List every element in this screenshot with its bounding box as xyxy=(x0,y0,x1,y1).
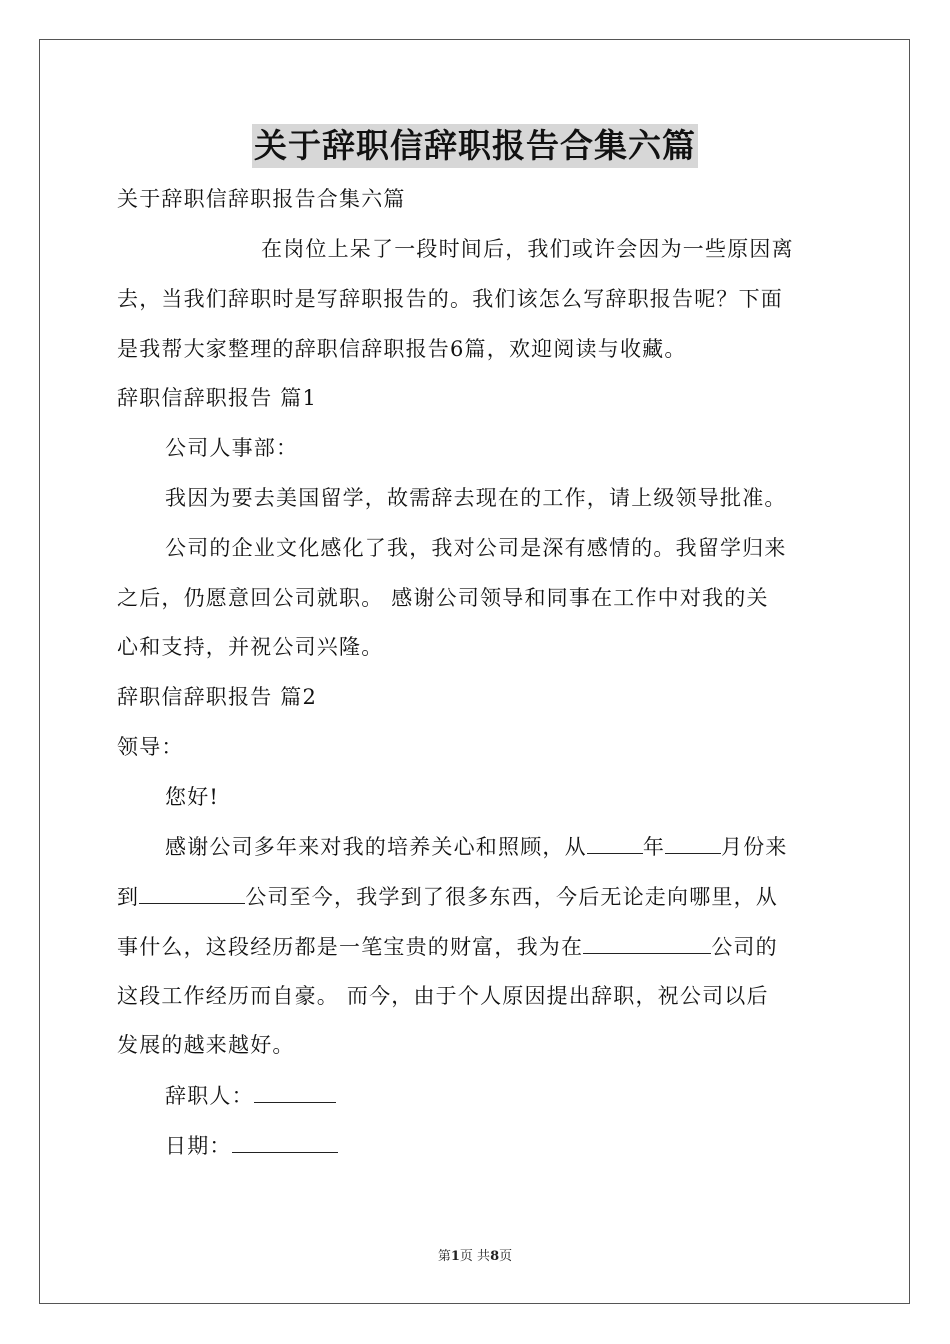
line1-text-a: 感谢公司多年来对我的培养关心和照顾，从 xyxy=(165,835,587,859)
section2-heading: 辞职信辞职报告 篇2 xyxy=(117,685,318,709)
intro-line-3: 是我帮大家整理的辞职信辞职报告6篇，欢迎阅读与收藏。 xyxy=(117,337,687,361)
year-blank[interactable] xyxy=(587,831,643,854)
company-blank-1[interactable] xyxy=(139,881,245,904)
section2-salutation: 领导： xyxy=(117,735,184,759)
section1-heading: 辞职信辞职报告 篇1 xyxy=(117,386,318,410)
subtitle: 关于辞职信辞职报告合集六篇 xyxy=(117,187,406,211)
section2-line-3 xyxy=(117,931,778,962)
section2-line-5: 发展的越来越好。 xyxy=(117,1033,295,1057)
line3-text-a: 事什么，这段经历都是一笔宝贵的财富，我为在 xyxy=(117,935,584,959)
footer-suffix: 页 xyxy=(499,1249,513,1264)
date-label: 日期： xyxy=(165,1134,232,1158)
signer-blank[interactable] xyxy=(254,1080,336,1103)
intro-line-1: 在岗位上呆了一段时间后，我们或许会因为一些原因离 xyxy=(261,237,794,261)
footer-total-pages: 8 xyxy=(490,1249,500,1264)
date-blank[interactable] xyxy=(232,1130,338,1153)
page-footer xyxy=(0,1245,950,1264)
page-border xyxy=(39,39,910,1304)
section1-line-4: 心和支持，并祝公司兴隆。 xyxy=(117,635,384,659)
line1-text-b: 年 xyxy=(642,835,666,859)
section2-line-4: 这段工作经历而自豪。 而今，由于个人原因提出辞职，祝公司以后 xyxy=(117,984,769,1008)
title-container xyxy=(0,124,950,168)
date-line xyxy=(165,1130,338,1161)
line2-text-a: 到 xyxy=(117,885,140,909)
line1-text-c: 月份来 xyxy=(721,835,788,859)
section2-line-2 xyxy=(117,881,778,912)
footer-prefix: 第 xyxy=(437,1249,451,1264)
month-blank[interactable] xyxy=(665,831,721,854)
section1-line-3: 之后，仍愿意回公司就职。 感谢公司领导和同事在工作中对我的关 xyxy=(117,586,769,610)
line2-text-b: 公司至今，我学到了很多东西，今后无论走向哪里，从 xyxy=(245,885,779,909)
intro-line-2: 去，当我们辞职时是写辞职报告的。我们该怎么写辞职报告呢？下面 xyxy=(117,287,783,311)
section1-line-2: 公司的企业文化感化了我，我对公司是深有感情的。我留学归来 xyxy=(165,536,787,560)
section2-line-1 xyxy=(165,831,788,862)
company-blank-2[interactable] xyxy=(583,931,711,954)
section1-salutation: 公司人事部： xyxy=(165,436,299,460)
document-title: 关于辞职信辞职报告合集六篇 xyxy=(252,124,698,168)
footer-current-page: 1 xyxy=(450,1249,460,1264)
signer-label: 辞职人： xyxy=(165,1084,254,1108)
footer-mid: 页 共 xyxy=(459,1249,491,1264)
section2-greeting: 您好! xyxy=(165,785,220,809)
line3-text-b: 公司的 xyxy=(711,935,778,959)
signer-line xyxy=(165,1080,336,1111)
section1-line-1: 我因为要去美国留学，故需辞去现在的工作，请上级领导批准。 xyxy=(165,486,787,510)
